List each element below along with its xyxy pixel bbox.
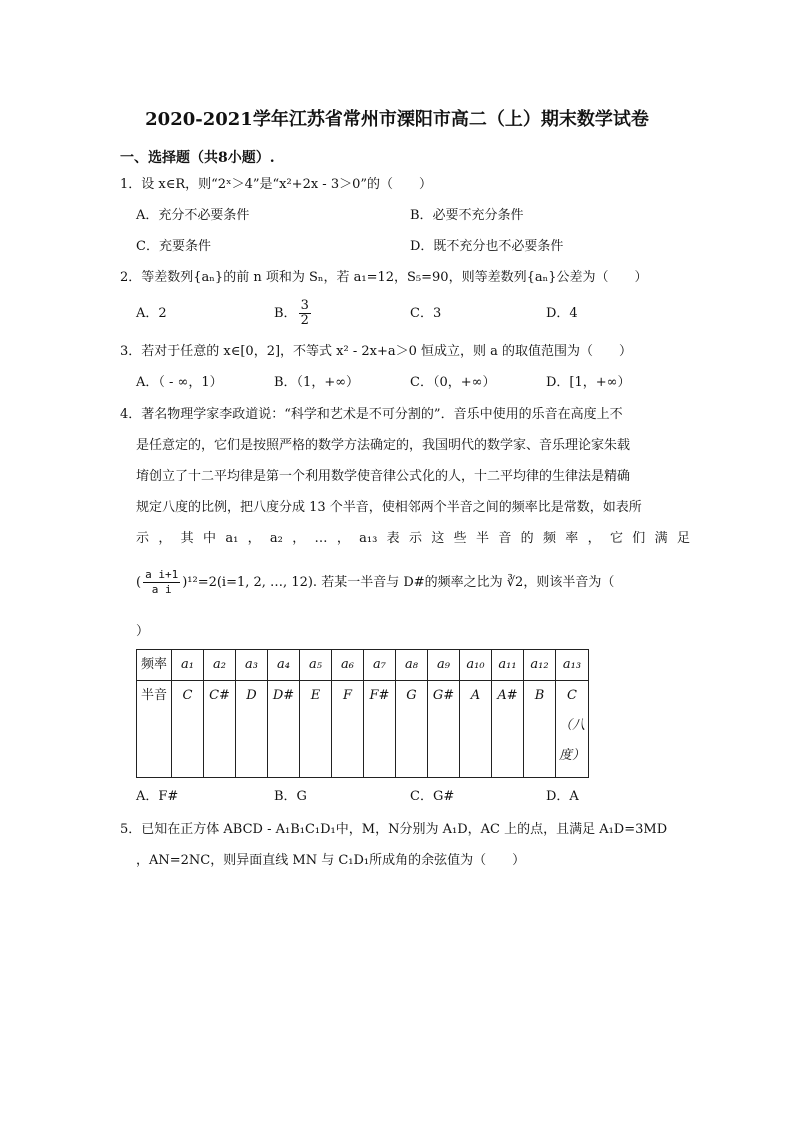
table-cell: a₃ [236, 650, 268, 681]
table-cell: F [332, 681, 364, 778]
q4-line-5-token: 频 [542, 531, 556, 546]
q5-line-1: 5．已知在正方体 ABCD - A₁B₁C₁D₁中，M，N分别为 A₁D，AC 上的点，且满足 A₁D=3MD [120, 822, 668, 837]
q4-line-5-token: 些 [453, 531, 467, 546]
table-cell: a₁₁ [492, 650, 524, 681]
q1-option-a: A．充分不必要条件 [136, 208, 250, 223]
q4-line-5-token: … [314, 531, 328, 546]
q2-option-d: D．4 [546, 306, 578, 321]
q4-line-5-token: a₁ [225, 531, 239, 546]
q3-stem: 3．若对于任意的 x∈[0，2]，不等式 x² - 2x+a＞0 恒成立，则 a 的取值范围为（ ） [120, 344, 633, 359]
q4-line-5-token: a₂ [269, 531, 283, 546]
table-cell: a₁ [172, 650, 204, 681]
table-cell: A# [492, 681, 524, 778]
q2-option-b [274, 296, 313, 332]
q4-option-b: B．G [274, 789, 307, 804]
table-cell: G [396, 681, 428, 778]
q4-formula-line [136, 565, 614, 601]
q3-option-c: C．（0，+∞） [410, 375, 496, 390]
q4-line-5-token: 中 [202, 531, 216, 546]
q2-option-b-label: B． [274, 306, 297, 321]
table-cell: a₁₂ [524, 650, 556, 681]
q1-option-b: B．必要不充分条件 [410, 208, 524, 223]
formula-fraction [143, 568, 180, 597]
q1-option-d: D．既不充分也不必要条件 [410, 239, 564, 254]
table-row-semitone [137, 681, 589, 778]
formula-rest: )¹²=2(i=1, 2, …, 12). 若某一半音与 D#的频率之比为 ∛2，则该半音为（ [182, 575, 615, 590]
table-cell: a₇ [364, 650, 396, 681]
page-title: 2020-2021学年江苏省常州市溧阳市高二（上）期末数学试卷 [145, 109, 649, 130]
table-cell: D# [268, 681, 300, 778]
q2-option-c: C．3 [410, 306, 442, 321]
formula-numerator: a i+1 [145, 568, 179, 581]
formula-open-paren: ( [136, 575, 142, 590]
q2-option-b-fraction [299, 299, 311, 328]
q4-line-5-token: 的 [520, 531, 534, 546]
table-cell: B [524, 681, 556, 778]
table-cell: a₂ [204, 650, 236, 681]
table-cell: C [172, 681, 204, 778]
q4-line-1: 4．著名物理学家李政道说：“科学和艺术是不可分割的”．音乐中使用的乐音在高度上不 [120, 407, 623, 422]
q4-line-5-token: 示 [136, 531, 150, 546]
q2-stem: 2．等差数列{aₙ}的前 n 项和为 Sₙ，若 a₁=12，S₅=90，则等差数列{aₙ}公差为（ ） [120, 270, 648, 285]
q4-line-5-token: 这 [431, 531, 445, 546]
q1-stem: 1．设 x∈R，则“2ˣ＞4”是“x²+2x - 3＞0”的（ ） [120, 177, 433, 192]
q1-option-c: C．充要条件 [136, 239, 211, 254]
table-cell: a₆ [332, 650, 364, 681]
q4-line-2: 是任意定的，它们是按照严格的数学方法确定的，我国明代的数学家、音乐理论家朱载 [136, 438, 631, 453]
q3-option-b: B．（1，+∞） [274, 375, 360, 390]
q4-option-a: A．F# [136, 789, 179, 804]
q4-line-5-token: 足 [676, 531, 690, 546]
q4-line-5-token: 半 [475, 531, 489, 546]
table-cell: C（八度） [556, 681, 589, 778]
q4-line-5-token: 表 [386, 531, 400, 546]
q4-line-5-token: 示 [409, 531, 423, 546]
q4-line-4: 规定八度的比例，把八度分成 13 个半音，使相邻两个半音之间的频率比是常数，如表所 [136, 500, 642, 515]
section-heading: 一、选择题（共8小题）. [120, 150, 275, 166]
table-cell: 频率 [137, 650, 172, 681]
q4-line-5-token: 们 [632, 531, 646, 546]
table-cell: A [460, 681, 492, 778]
fraction-denominator: 2 [300, 313, 309, 328]
q4-line-5-token: ， [247, 531, 261, 546]
table-row-frequency [137, 650, 589, 681]
table-cell: a₈ [396, 650, 428, 681]
q2-option-a: A．2 [136, 306, 167, 321]
q4-line-5-token: 满 [654, 531, 668, 546]
table-cell: E [300, 681, 332, 778]
formula-denominator: a i [151, 583, 172, 596]
table-cell: a₄ [268, 650, 300, 681]
note-frequency-table [136, 649, 589, 778]
q4-line-5-token: ， [292, 531, 306, 546]
q4-line-5-token: 其 [180, 531, 194, 546]
q4-line-5 [136, 530, 690, 548]
q4-option-c: C．G# [410, 789, 455, 804]
q4-line-5-token: ， [336, 531, 350, 546]
q4-line-5-token: 率 [565, 531, 579, 546]
q4-line-5-token: a₁₃ [359, 531, 378, 546]
fraction-numerator: 3 [300, 298, 309, 313]
table-cell: G# [428, 681, 460, 778]
q5-line-2: ，AN=2NC，则异面直线 MN 与 C₁D₁所成角的余弦值为（ ） [136, 853, 526, 868]
q3-option-d: D．[1，+∞） [546, 375, 631, 390]
q4-line-5-token: 它 [609, 531, 623, 546]
table-cell: a₉ [428, 650, 460, 681]
table-cell: 半音 [137, 681, 172, 778]
q4-option-d: D．A [546, 789, 579, 804]
table-cell: D [236, 681, 268, 778]
table-cell: a₁₀ [460, 650, 492, 681]
table-cell: a₅ [300, 650, 332, 681]
q3-option-a: A．（ - ∞，1） [136, 375, 223, 390]
q4-line-7: ） [136, 624, 150, 639]
q4-line-5-token: ， [587, 531, 601, 546]
table-cell: F# [364, 681, 396, 778]
table-cell: a₁₃ [556, 650, 589, 681]
table-cell: C# [204, 681, 236, 778]
q4-line-5-token: ， [158, 531, 172, 546]
q4-line-5-token: 音 [498, 531, 512, 546]
q4-line-3: 堉创立了十二平均律是第一个利用数学使音律公式化的人，十二平均律的生律法是精确 [136, 469, 631, 484]
